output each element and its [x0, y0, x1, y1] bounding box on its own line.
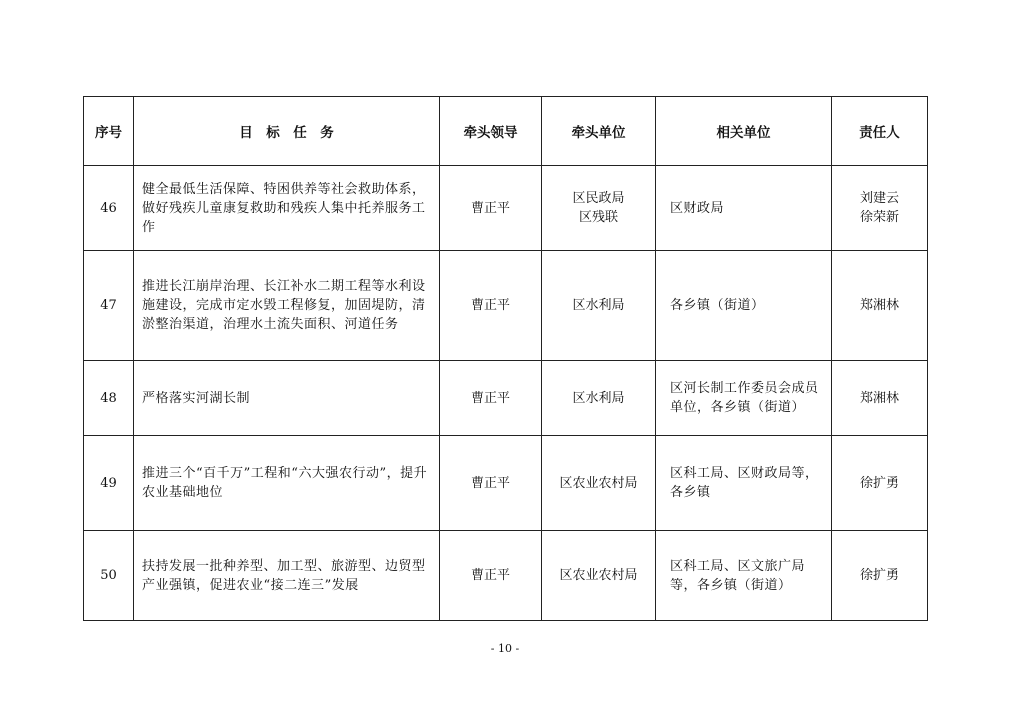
- header-lead-unit: 牵头单位: [542, 97, 656, 166]
- row-responsible: 徐扩勇: [832, 531, 928, 621]
- row-leader: 曹正平: [440, 251, 542, 361]
- task-table: [83, 96, 928, 621]
- row-lead-unit: 区水利局: [542, 361, 656, 436]
- row-related-units: 各乡镇（街道）: [656, 251, 832, 361]
- row-related-units: 区财政局: [656, 166, 832, 251]
- row-task: 严格落实河湖长制: [134, 361, 440, 436]
- row-related-units: 区河长制工作委员会成员单位，各乡镇（街道）: [656, 361, 832, 436]
- row-responsible: 徐扩勇: [832, 436, 928, 531]
- row-lead-unit: 区水利局: [542, 251, 656, 361]
- table-row: [84, 436, 928, 531]
- row-lead-unit: 区农业农村局: [542, 436, 656, 531]
- header-leader: 牵头领导: [440, 97, 542, 166]
- row-responsible: 郑湘林: [832, 251, 928, 361]
- row-leader: 曹正平: [440, 166, 542, 251]
- table-row: [84, 531, 928, 621]
- header-row: [84, 97, 928, 166]
- row-task: 健全最低生活保障、特困供养等社会救助体系，做好残疾儿童康复救助和残疾人集中托养服务工作: [134, 166, 440, 251]
- page-number: - 10 -: [490, 642, 520, 655]
- row-lead-unit: 区民政局 区残联: [542, 166, 656, 251]
- row-task: 推进长江崩岸治理、长江补水二期工程等水利设施建设，完成市定水毁工程修复，加固堤防，清淤整治渠道，治理水土流失面积、河道任务: [134, 251, 440, 361]
- row-task: 扶持发展一批种养型、加工型、旅游型、边贸型产业强镇，促进农业“接二连三”发展: [134, 531, 440, 621]
- table-row: [84, 361, 928, 436]
- table-row: [84, 166, 928, 251]
- header-no: 序号: [84, 97, 134, 166]
- header-responsible: 责任人: [832, 97, 928, 166]
- row-responsible: 郑湘林: [832, 361, 928, 436]
- row-task: 推进三个“百千万”工程和“六大强农行动”，提升农业基础地位: [134, 436, 440, 531]
- row-leader: 曹正平: [440, 531, 542, 621]
- row-leader: 曹正平: [440, 361, 542, 436]
- row-related-units: 区科工局、区文旅广局等，各乡镇（街道）: [656, 531, 832, 621]
- row-leader: 曹正平: [440, 436, 542, 531]
- row-no: 49: [84, 436, 134, 531]
- row-no: 47: [84, 251, 134, 361]
- row-lead-unit: 区农业农村局: [542, 531, 656, 621]
- table-row: [84, 251, 928, 361]
- row-related-units: 区科工局、区财政局等，各乡镇: [656, 436, 832, 531]
- row-no: 50: [84, 531, 134, 621]
- row-no: 46: [84, 166, 134, 251]
- row-no: 48: [84, 361, 134, 436]
- row-responsible: 刘建云 徐荣新: [832, 166, 928, 251]
- header-task: 目 标 任 务: [134, 97, 440, 166]
- header-related-units: 相关单位: [656, 97, 832, 166]
